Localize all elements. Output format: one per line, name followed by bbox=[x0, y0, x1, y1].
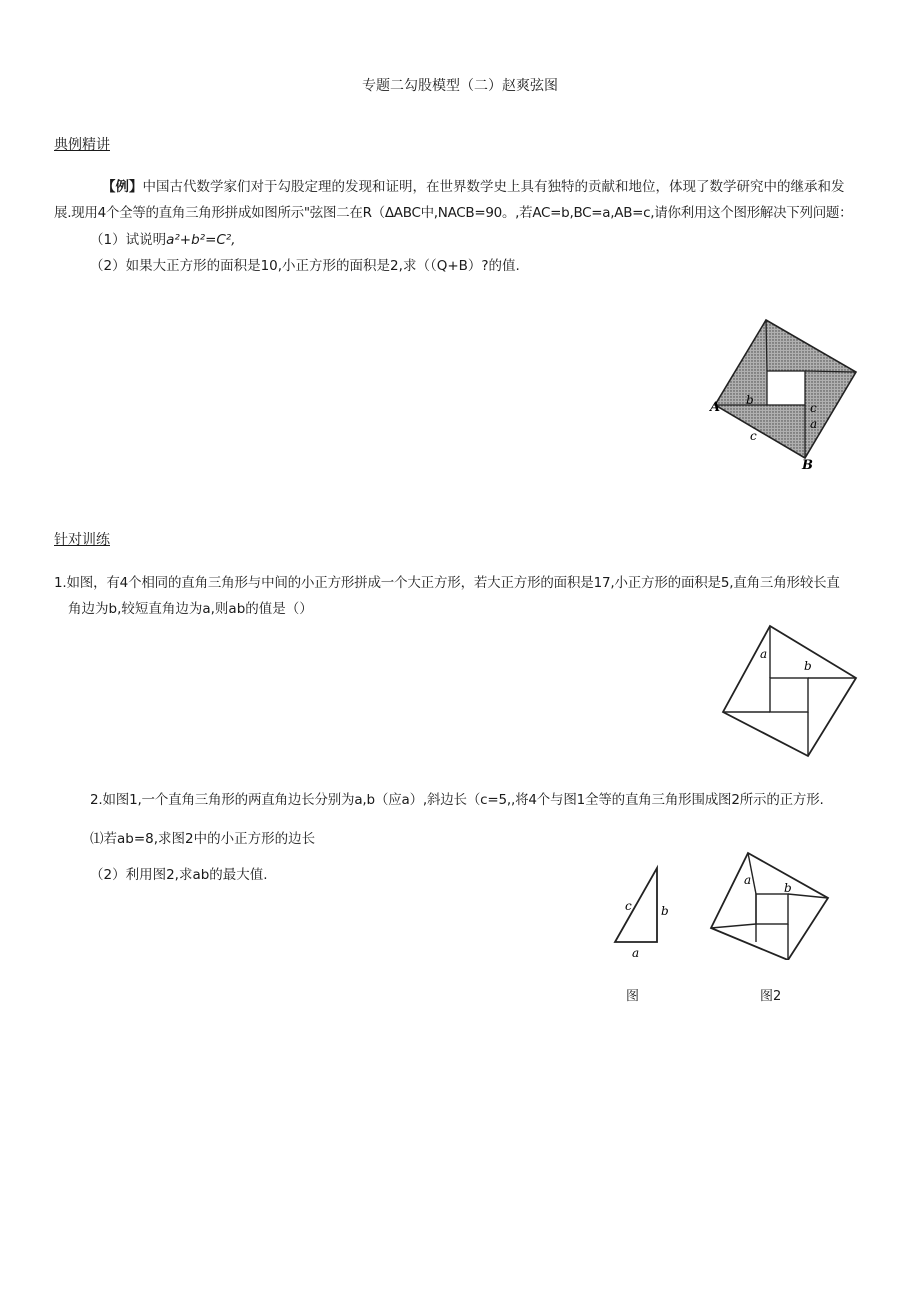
label-b: b bbox=[784, 881, 792, 895]
problem-1-line-1: 1.如图，有4个相同的直角三角形与中间的小正方形拼成一个大正方形，若大正方形的面积是17,小正方形的面积是5,直角三角形较长直 bbox=[54, 575, 840, 591]
problem-2-line-1: 2.如图1,一个直角三角形的两直角边长分别为a,b（应a）,斜边长（c=5,,将4个与图1全等的直角三角形围成图2所示的正方形. bbox=[90, 792, 824, 808]
example-figure bbox=[700, 312, 870, 477]
figure-2-caption: 图2 bbox=[760, 989, 782, 1004]
example-line-2: 展.现用4个全等的直角三角形拼成如图所示"弦图二在R（ΔABC中,NACB=90。,若AC=b,BC=a,AB=c,请你利用这个图形解决下列问题： bbox=[54, 205, 853, 222]
section-heading-example: 典例精讲 bbox=[54, 137, 110, 153]
label-b: b bbox=[804, 659, 812, 673]
inner-square bbox=[770, 678, 808, 712]
problem1-figure bbox=[718, 620, 863, 760]
problem-2-q1: ⑴若ab=8,求图2中的小正方形的边长 bbox=[90, 831, 316, 847]
label-a: a bbox=[810, 417, 818, 431]
figure-1-caption: 图 bbox=[626, 989, 640, 1004]
label-b: b bbox=[746, 393, 754, 407]
example-q1-formula: a²+b²=C², bbox=[166, 231, 236, 248]
label-B: B bbox=[802, 458, 813, 473]
example-q2: （2）如果大正方形的面积是10,小正方形的面积是2,求（（Q+B）?的值. bbox=[90, 257, 520, 274]
example-text bbox=[54, 174, 874, 279]
problem-2 bbox=[90, 787, 880, 813]
inner-line bbox=[711, 924, 756, 928]
label-A: A bbox=[710, 400, 721, 415]
example-q1-label: （1）试说明 bbox=[90, 231, 167, 248]
problem-1 bbox=[54, 570, 874, 623]
problem-2-q2: （2）利用图2,求ab的最大值. bbox=[90, 867, 268, 883]
inner-square bbox=[767, 371, 805, 405]
example-line-1: 中国古代数学家们对于勾股定理的发现和证明，在世界数学史上具有独特的贡献和地位，体现了数学研究中的继承和发 bbox=[142, 179, 845, 195]
label-C: c bbox=[810, 401, 817, 415]
outer-square bbox=[723, 626, 856, 756]
problem-1-line-2: 角边为b,较短直角边为a,则ab的值是（） bbox=[68, 601, 313, 618]
label-a: a bbox=[744, 873, 752, 887]
section-heading-training: 针对训练 bbox=[54, 532, 110, 548]
right-triangle bbox=[615, 868, 657, 942]
problem2-figure-2 bbox=[706, 848, 836, 960]
inner-square bbox=[756, 894, 788, 924]
label-a: a bbox=[632, 946, 640, 960]
problem2-figure-1 bbox=[605, 862, 685, 962]
label-c: c bbox=[750, 429, 757, 443]
outer-square bbox=[711, 853, 828, 960]
example-tag: 【例】 bbox=[102, 179, 143, 195]
label-c: c bbox=[625, 899, 632, 913]
label-b: b bbox=[661, 904, 669, 918]
label-a: a bbox=[760, 647, 768, 661]
page-title: 专题二勾股模型（二）赵爽弦图 bbox=[362, 78, 558, 94]
